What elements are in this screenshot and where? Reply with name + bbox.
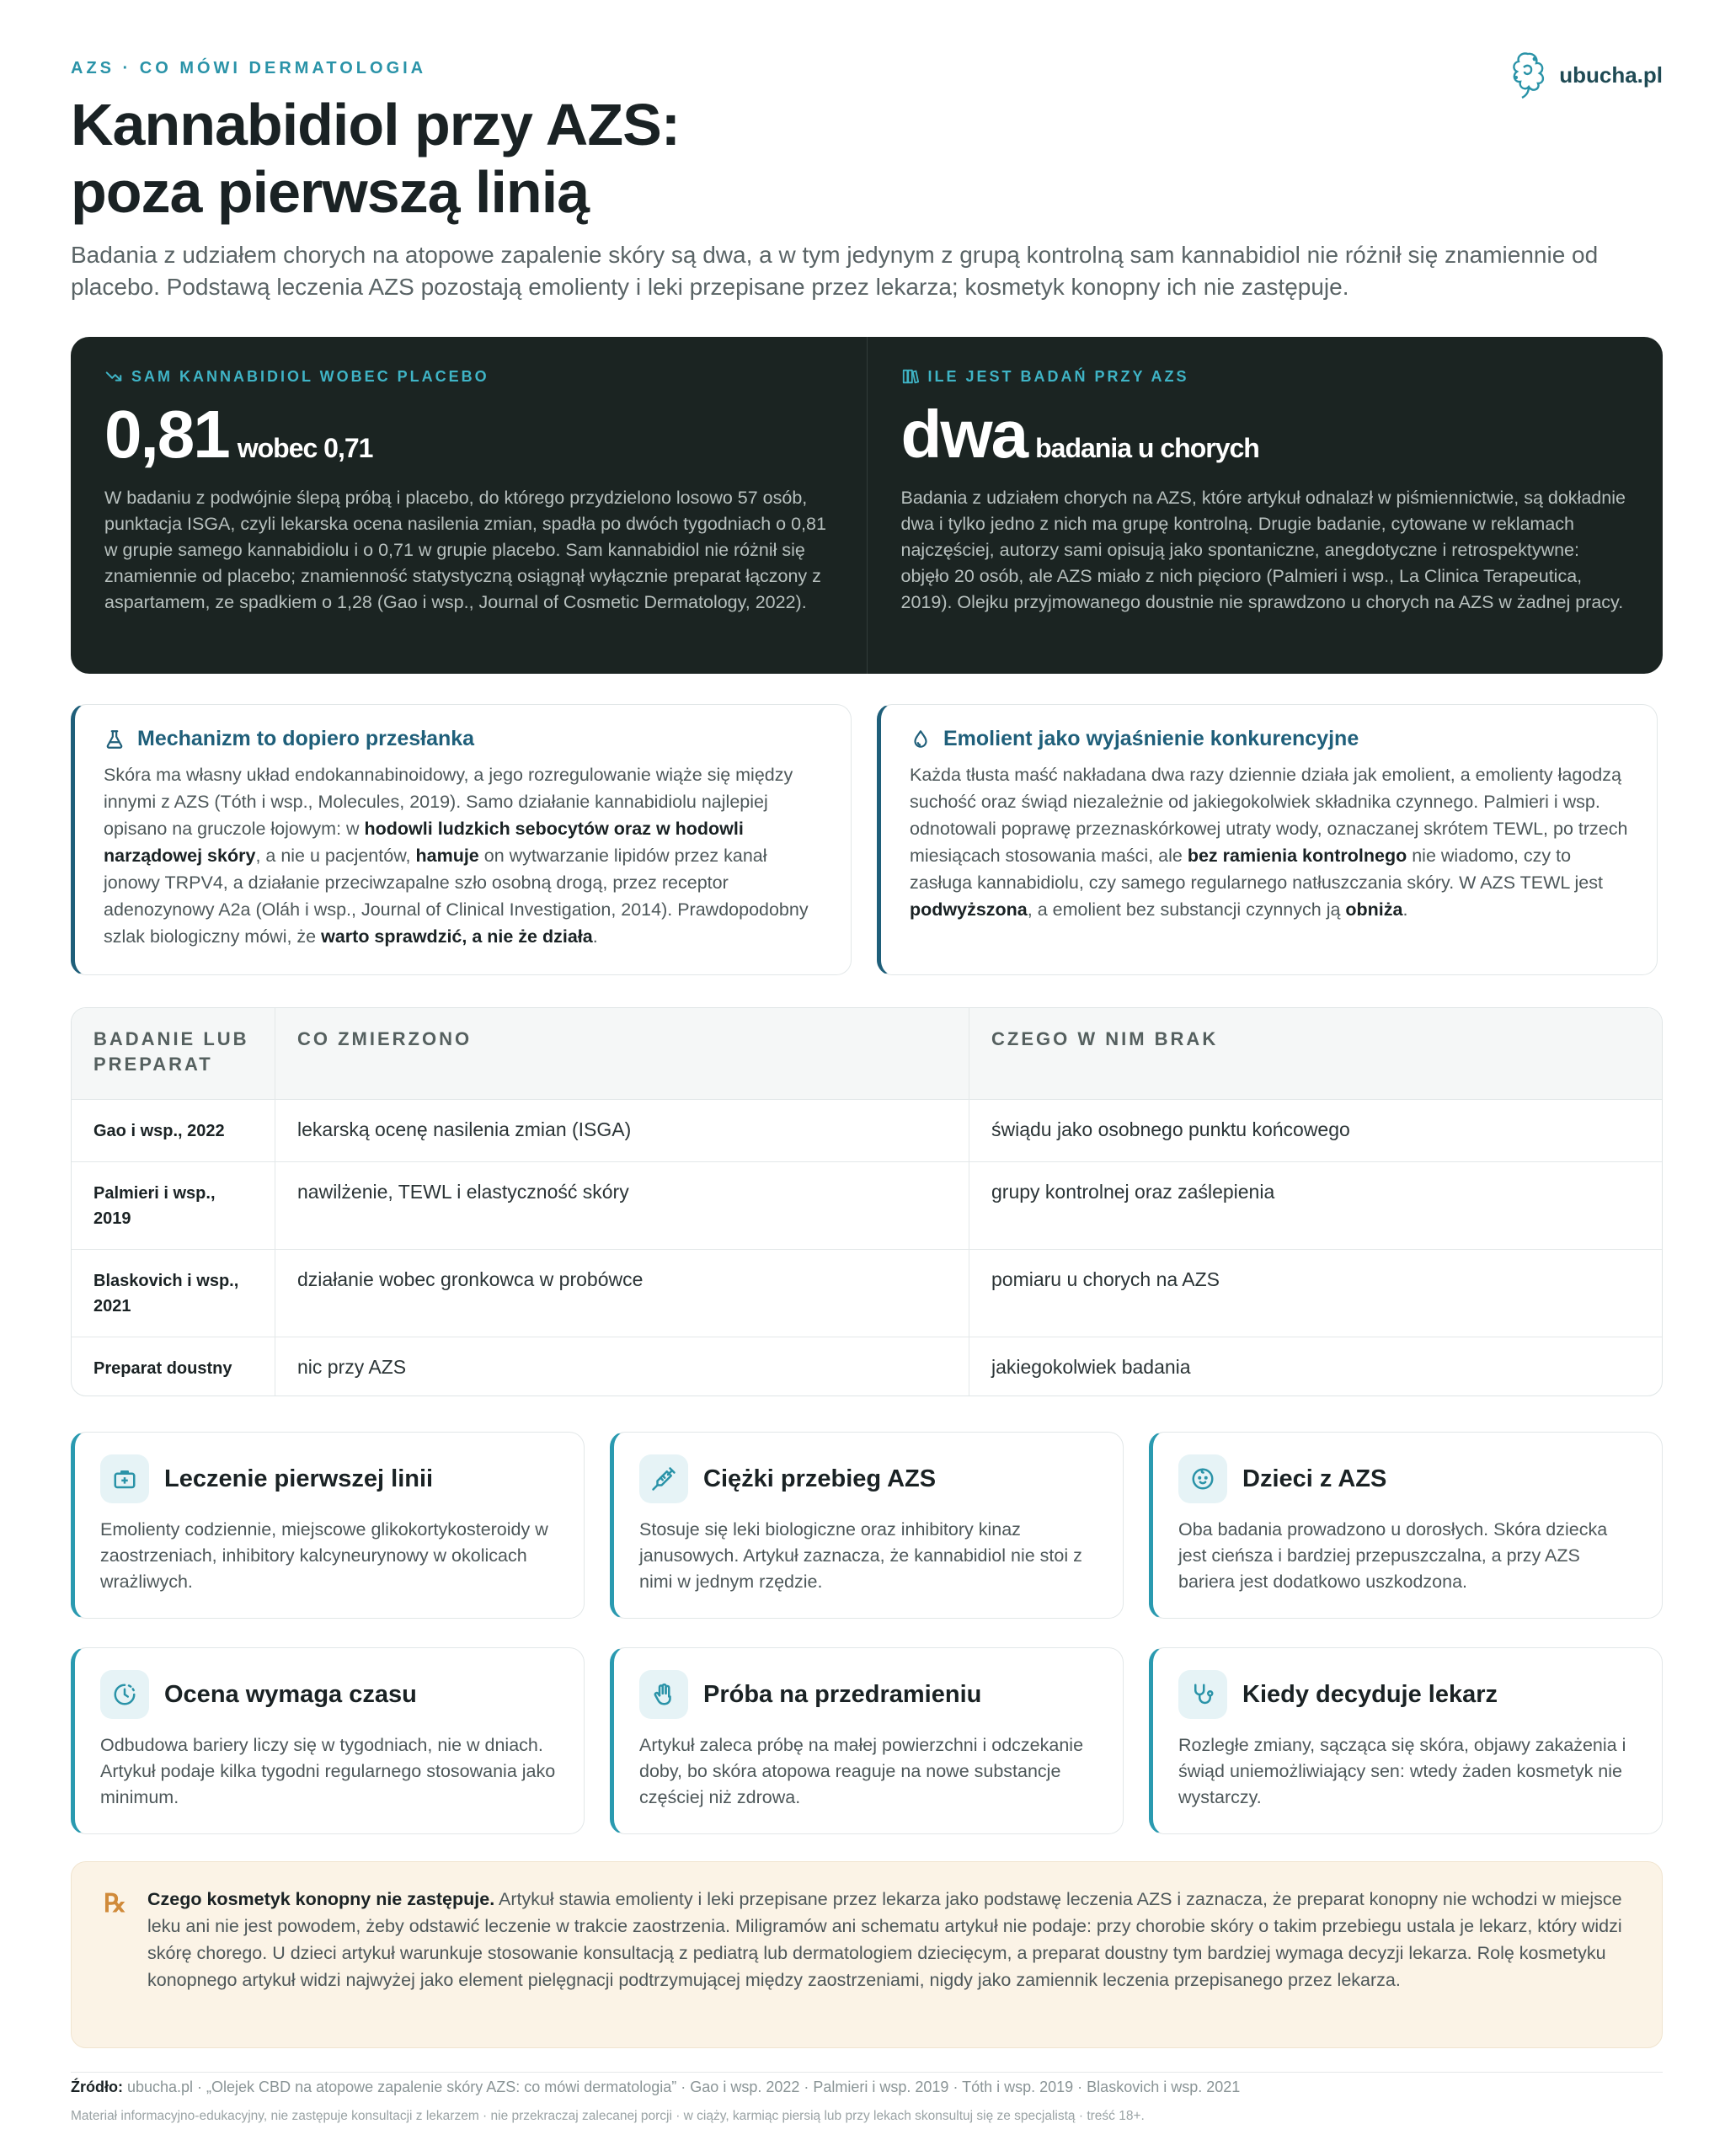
stat-eyebrow: ILE JEST BADAŃ PRZY AZS — [927, 367, 1189, 385]
info-card-emollient — [877, 704, 1658, 975]
info-title: Emolient jako wyjaśnienie konkurencyjne — [943, 727, 1359, 750]
syringe-icon — [651, 1466, 676, 1492]
table-cell: lekarską ocenę nasilenia zmian (ISGA) — [275, 1100, 969, 1161]
feature-body: Stosuje się leki biologiczne oraz inhibitory kinaz janusowych. Artykuł zaznacza, że kannabidiol nie stoi z nimi w jednym rzędzie. — [639, 1519, 1082, 1592]
logo-text: ubucha.pl — [1559, 61, 1663, 88]
stat-value: dwa — [900, 397, 1028, 472]
table-cell: Palmieri i wsp., 2019 — [72, 1162, 275, 1249]
table-header-cell: CO ZMIERZONO — [275, 1008, 969, 1099]
stat-unit: wobec 0,71 — [237, 433, 373, 463]
feature-title: Próba na przedramieniu — [703, 1680, 982, 1708]
feature-body: Artykuł zaleca próbę na małej powierzchni i odczekanie doby, bo skóra atopowa reaguje na nowe substancje częściej niż zdrowa. — [639, 1735, 1084, 1807]
table-cell: działanie wobec gronkowca w probówce — [275, 1250, 969, 1337]
info-body: Skóra ma własny układ endokannabinoidowy, a jego rozregulowanie wiąże się między innymi z AZS (Tóth i wsp., Molecules, 2019). Samo działanie kannabidiolu najlepiej opisano na gruczole łojowym: w hodowli ludzkich sebocytów oraz w hodowli narządowej skóry, a nie u pacjentów, hamuje on wytwarzanie lipidów przez kanał jonowy TRPV4, a działanie przeciwzapalne szło osobną drogą, przez receptor adenozynowy A2a (Oláh i wsp., Journal of Clinical Investigation, 2014). Prawdopodobny szlak biologiczny mówi, że warto sprawdzić, a nie że działa. — [104, 765, 809, 947]
table-row — [72, 1249, 1662, 1337]
stethoscope-icon — [1190, 1682, 1215, 1707]
stat-study-count — [867, 337, 1664, 674]
feature-title: Leczenie pierwszej linii — [164, 1465, 434, 1492]
studies-table — [71, 1007, 1663, 1396]
trend-down-icon — [104, 367, 123, 386]
feature-children — [1149, 1432, 1663, 1619]
table-header-row — [72, 1008, 1662, 1099]
baby-icon — [1190, 1466, 1215, 1492]
clock-icon — [112, 1682, 137, 1707]
footer-divider — [71, 2072, 1663, 2073]
table-header-cell: BADANIE LUB PREPARAT — [72, 1008, 275, 1099]
table-row — [72, 1337, 1662, 1396]
table-cell: grupy kontrolnej oraz zaślepienia — [991, 1181, 1275, 1203]
stat-cbd-vs-placebo — [71, 337, 867, 674]
stat-unit: badania u chorych — [1035, 433, 1259, 463]
prescription-icon: ℞ — [104, 1889, 126, 1919]
info-body: Każda tłusta maść nakładana dwa razy dziennie działa jak emolient, a emolienty łagodzą suchość oraz świąd niezależnie od jakiegokolwiek składnika czynnego. Palmieri i wsp. odnotowali poprawę przeznaskórkowej utraty wody, oznaczanej skrótem TEWL, po trzech miesiącach stosowania maści, ale bez ramienia kontrolnego nie wiadomo, czy to zasługa kannabidiolu, czy samego regularnego natłuszczania skóry. W AZS TEWL jest podwyższona, a emolient bez substancji czynnych ją obniża. — [910, 765, 1628, 920]
stat-description: W badaniu z podwójnie ślepą próbą i placebo, do którego przydzielono losowo 57 osób, punktacja ISGA, czyli lekarska ocena nasilenia zmian, spadła po dwóch tygodniach o 0,81 w grupie samego kannabidiolu i o 0,71 w grupie placebo. Sam kannabidiol nie różnił się znamiennie od placebo; znamienność statystyczną osiągnął wyłącznie preparat łączony z aspartamem, ze spadkiem o 1,28 (Gao i wsp., Journal of Cosmetic Dermatology, 2022). — [104, 488, 826, 612]
table-cell: nawilżenie, TEWL i elastyczność skóry — [275, 1162, 969, 1249]
hand-icon — [651, 1682, 676, 1707]
feature-severe — [610, 1432, 1124, 1619]
flask-icon — [104, 728, 126, 750]
feature-title: Ocena wymaga czasu — [164, 1680, 417, 1708]
note-callout — [71, 1861, 1663, 2048]
source-line: Źródło: ubucha.pl · „Olejek CBD na atopowe zapalenie skóry AZS: co mówi dermatologia” · Gao i wsp. 2022 · Palmieri i wsp. 2019 · Tóth i wsp. 2019 · Blaskovich i wsp. 2021 — [71, 2079, 1241, 2095]
stat-eyebrow: SAM KANNABIDIOL WOBEC PLACEBO — [131, 367, 489, 385]
table-row — [72, 1099, 1662, 1161]
feature-body: Odbudowa bariery liczy się w tygodniach, nie w dniach. Artykuł podaje kilka tygodni regularnego stosowania jako minimum. — [100, 1735, 556, 1807]
first-aid-icon — [112, 1466, 137, 1492]
table-cell: jakiegokolwiek badania — [991, 1356, 1191, 1378]
feature-first-line — [71, 1432, 585, 1619]
lead-paragraph: Badania z udziałem chorych na atopowe zapalenie skóry są dwa, a w tym jedynym z grupą kontrolną sam kannabidiol nie różnił się znamiennie od placebo. Podstawą leczenia AZS pozostają emolienty i leki przepisane przez lekarza; kosmetyk konopny ich nie zastępuje. — [71, 242, 1599, 300]
table-cell: nic przy AZS — [275, 1337, 969, 1396]
feature-body: Rozległe zmiany, sącząca się skóra, objawy zakażenia i świąd uniemożliwiający sen: wtedy żaden kosmetyk nie wystarczy. — [1178, 1735, 1626, 1807]
info-title: Mechanizm to dopiero przesłanka — [137, 727, 475, 750]
feature-title: Kiedy decyduje lekarz — [1242, 1680, 1498, 1708]
droplet-icon — [910, 728, 932, 750]
books-icon — [901, 367, 920, 386]
kombucha-logo-icon — [1507, 49, 1549, 101]
eyebrow: AZS · CO MÓWI DERMATOLOGIA — [71, 59, 427, 77]
feature-doctor — [1149, 1647, 1663, 1834]
feature-body: Emolienty codziennie, miejscowe glikokortykosteroidy w zaostrzeniach, inhibitory kalcyneurynowy w okolicach wrażliwych. — [100, 1519, 548, 1592]
disclaimer: Materiał informacyjno-edukacyjny, nie zastępuje konsultacji z lekarzem · nie przekraczaj zalecanej porcji · w ciąży, karmiąc piersią lub przy lekach skonsultuj się ze specjalistą · treść 18+. — [71, 2109, 1145, 2123]
stat-value: 0,81 — [104, 397, 229, 472]
feature-patch-test — [610, 1647, 1124, 1834]
feature-time — [71, 1647, 585, 1834]
table-cell: Gao i wsp., 2022 — [72, 1100, 275, 1161]
feature-title: Dzieci z AZS — [1242, 1465, 1387, 1492]
table-row — [72, 1161, 1662, 1249]
note-lead: Czego kosmetyk konopny nie zastępuje. — [147, 1889, 495, 1909]
feature-body: Oba badania prowadzono u dorosłych. Skóra dziecka jest cieńsza i bardziej przepuszczalna, a przy AZS bariera jest dodatkowo uszkodzona. — [1178, 1519, 1608, 1592]
table-cell: pomiaru u chorych na AZS — [991, 1268, 1220, 1290]
stat-description: Badania z udziałem chorych na AZS, które artykuł odnalazł w piśmiennictwie, są dokładnie dwa i tylko jedno z nich ma grupę kontrolną. Drugie badanie, cytowane w reklamach najczęściej, autorzy sami opisują jako spontaniczne, anegdotyczne i retrospektywne: objęło 20 osób, ale AZS miało z nich pięcioro (Palmieri i wsp., La Clinica Terapeutica, 2019). Olejku przyjmowanego doustnie nie sprawdzono u chorych na AZS w żadnej pracy. — [900, 488, 1626, 612]
logo[interactable] — [1507, 49, 1663, 101]
stats-card — [71, 337, 1663, 674]
feature-title: Ciężki przebieg AZS — [703, 1465, 937, 1492]
note-body: Czego kosmetyk konopny nie zastępuje. Artykuł stawia emolienty i leki przepisane przez lekarza jako podstawę leczenia AZS i zaznacza, że preparat konopny nie wchodzi w miejsce leku ani nie jest powodem, żeby odstawić leczenie w trakcie zaostrzenia. Miligramów ani schematu artykuł nie podaje: przy chorobie skóry o takim przebiegu ustala je lekarz, który widzi skórę chorego. U dzieci artykuł warunkuje stosowanie konsultacją z pediatrą lub dermatologiem dziecięcym, a preparat doustny tym bardziej wymaga decyzji lekarza. Rolę kosmetyku konopnego artykuł widzi najwyżej jako element pielęgnacji podtrzymującej między zaostrzeniami, nigdy jako zamiennik leczenia przepisanego przez lekarza. — [147, 1889, 1622, 1990]
table-cell: Preparat doustny — [72, 1337, 275, 1396]
info-card-mechanism — [71, 704, 852, 975]
table-header-cell: CZEGO W NIM BRAK — [991, 1028, 1219, 1049]
table-cell: Blaskovich i wsp., 2021 — [72, 1250, 275, 1337]
page-title: Kannabidiol przy AZS: poza pierwszą linią — [71, 92, 681, 225]
table-cell: świądu jako osobnego punktu końcowego — [991, 1118, 1350, 1140]
